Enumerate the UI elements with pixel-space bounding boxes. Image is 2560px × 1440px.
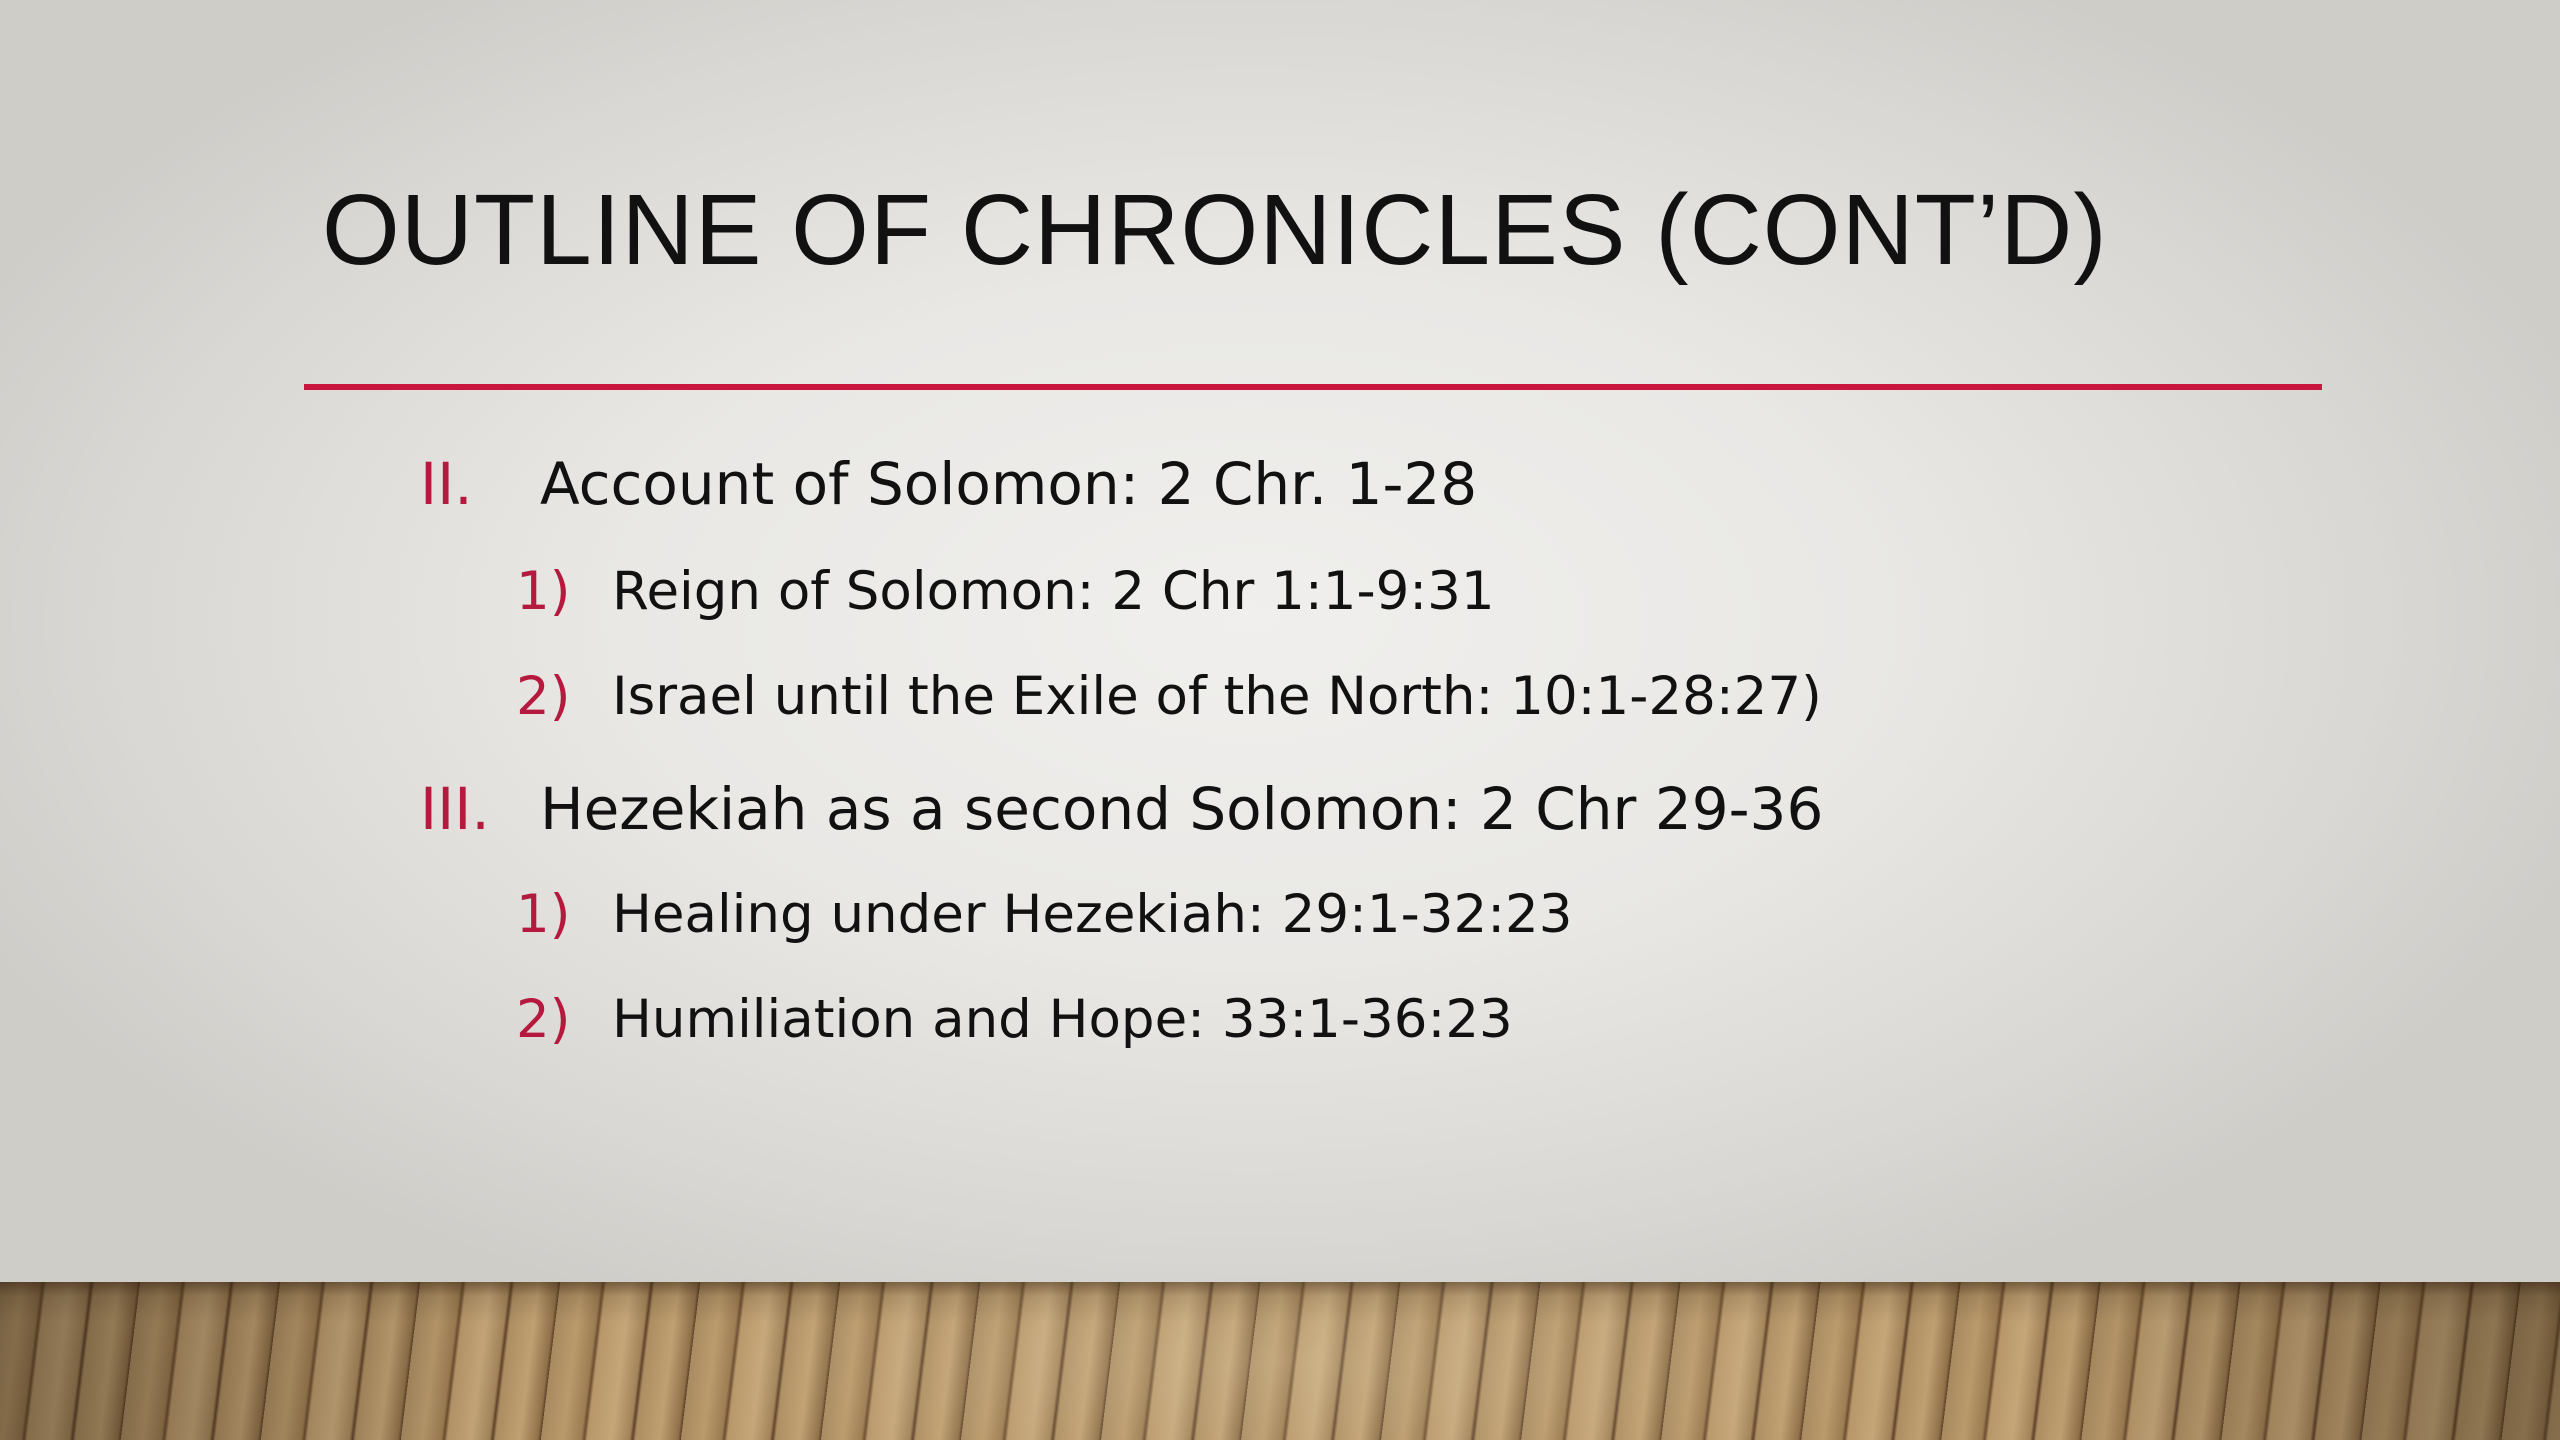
list-marker: 2) — [516, 989, 571, 1050]
list-marker: 1) — [516, 561, 571, 622]
slide-title: OUTLINE OF CHRONICLES (CONT’D) — [322, 174, 2108, 286]
outline-subitem-text: Reign of Solomon: 2 Chr 1:1-9:31 — [612, 561, 1495, 622]
list-marker: III. — [420, 775, 490, 843]
list-marker: 1) — [516, 884, 571, 945]
outline-subitem-text: Israel until the Exile of the North: 10:1-28:27) — [612, 666, 1822, 727]
outline-item-text: Hezekiah as a second Solomon: 2 Chr 29-36 — [540, 775, 1824, 843]
list-marker: 2) — [516, 666, 571, 727]
outline-subitem-text: Healing under Hezekiah: 29:1-32:23 — [612, 884, 1573, 945]
floor-shading — [0, 1282, 2560, 1440]
list-marker: II. — [420, 450, 473, 518]
outline-item-text: Account of Solomon: 2 Chr. 1-28 — [540, 450, 1478, 518]
outline-subitem-text: Humiliation and Hope: 33:1-36:23 — [612, 989, 1513, 1050]
